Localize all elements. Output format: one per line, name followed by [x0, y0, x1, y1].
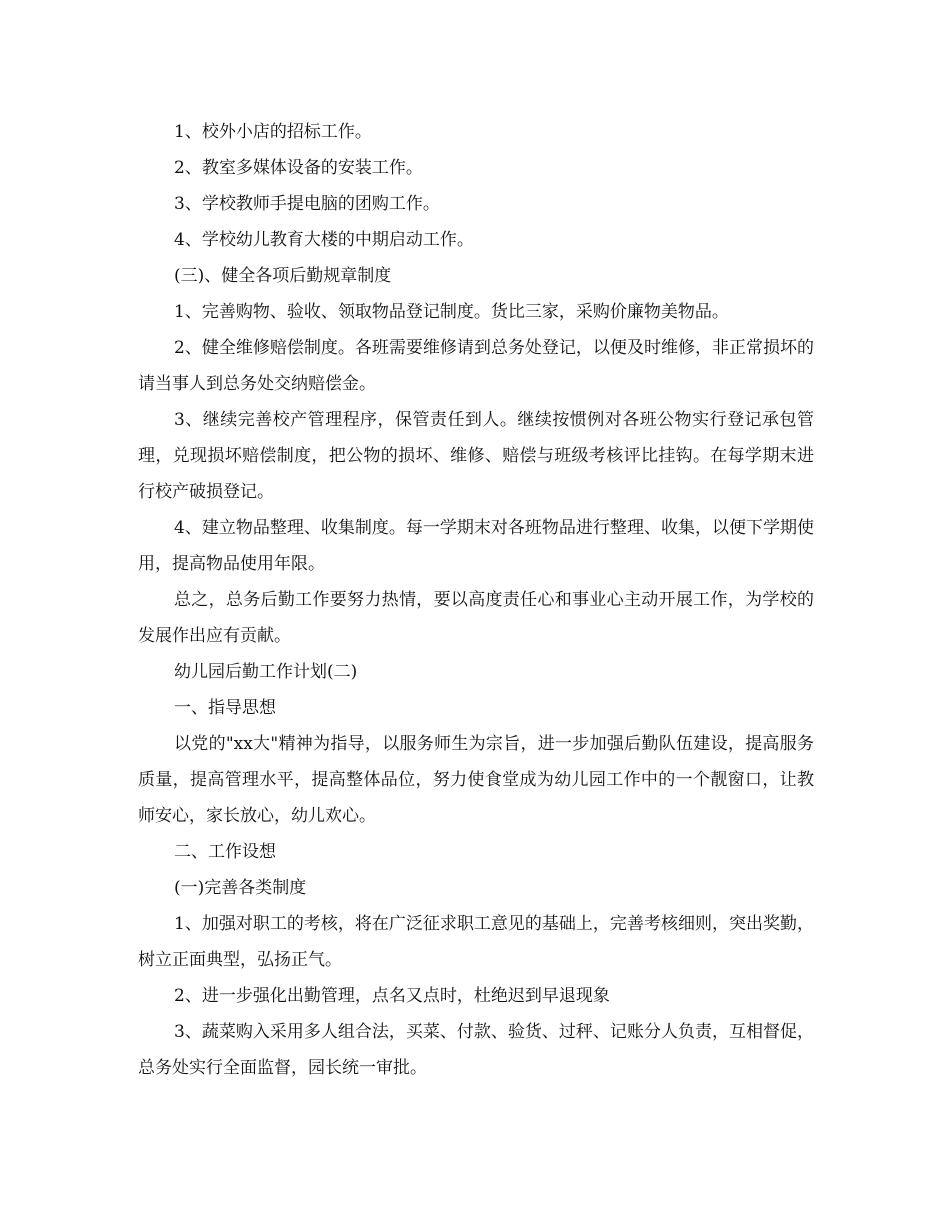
paragraph-item-1: 1、加强对职工的考核，将在广泛征求职工意见的基础上，完善考核细则，突出奖勤，树立正面典型，弘扬正气。: [138, 914, 814, 970]
paragraph-1: 1、校外小店的招标工作。: [174, 122, 372, 142]
summary-paragraph: 总之，总务后勤工作要努力热情，要以高度责任心和事业心主动开展工作，为学校的发展作出应有贡献。: [138, 590, 814, 646]
paragraph-8: 3、继续完善校产管理程序，保管责任到人。继续按惯例对各班公物实行登记承包管理，兑现损坏赔偿制度，把公物的损坏、维修、赔偿与班级考核评比挂钩。在每学期末进行校产破损登记。: [138, 410, 814, 502]
paragraph-2: 2、教室多媒体设备的安装工作。: [174, 158, 423, 178]
paragraph-item-2: 2、进一步强化出勤管理，点名又点时，杜绝迟到早退现象: [174, 986, 610, 1006]
paragraph-item-3: 3、蔬菜购入采用多人组合法，买菜、付款、验货、过秤、记账分人负责，互相督促，总务处实行全面监督，园长统一审批。: [138, 1022, 814, 1078]
document-body: [138, 114, 814, 1086]
paragraph-9: 4、建立物品整理、收集制度。每一学期末对各班物品进行整理、收集，以便下学期使用，提高物品使用年限。: [138, 518, 814, 574]
paragraph-guiding-ideology: 以党的"xx大"精神为指导，以服务师生为宗旨，进一步加强后勤队伍建设，提高服务质量，提高管理水平，提高整体品位，努力使食堂成为幼儿园工作中的一个靓窗口，让教师安心，家长放心，幼儿欢心。: [138, 734, 814, 826]
section-heading-3: (三)、健全各项后勤规章制度: [174, 266, 392, 286]
heading-guiding-ideology: 一、指导思想: [174, 698, 276, 718]
subheading-improve-systems: (一)完善各类制度: [174, 878, 307, 898]
paragraph-6: 1、完善购物、验收、领取物品登记制度。货比三家，采购价廉物美物品。: [174, 302, 729, 322]
plan-title-2: 幼儿园后勤工作计划(二): [174, 662, 358, 682]
heading-work-ideas: 二、工作设想: [174, 842, 276, 862]
paragraph-7: 2、健全维修赔偿制度。各班需要维修请到总务处登记，以便及时维修，非正常损坏的请当事人到总务处交纳赔偿金。: [138, 338, 814, 394]
paragraph-4: 4、学校幼儿教育大楼的中期启动工作。: [174, 230, 474, 250]
paragraph-3: 3、学校教师手提电脑的团购工作。: [174, 194, 440, 214]
